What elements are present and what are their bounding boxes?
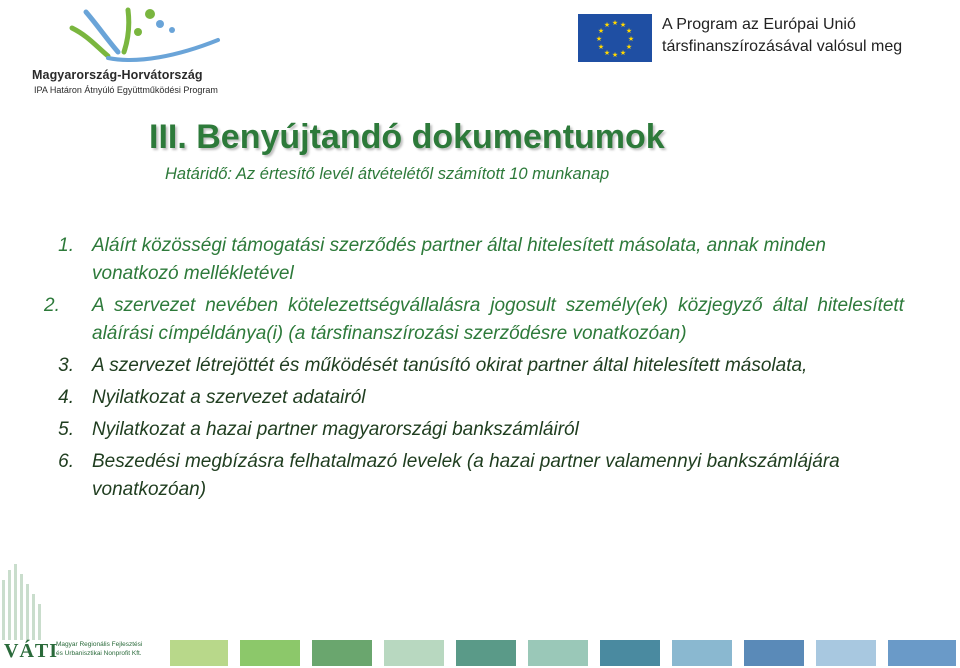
- list-item: [44, 384, 904, 412]
- list-item: [44, 352, 904, 380]
- vati-subtitle: [56, 640, 142, 658]
- vati-subtitle-line-1: Magyar Regionális Fejlesztési: [56, 641, 143, 648]
- decorative-stripes: [0, 560, 60, 640]
- list-item-number: 1.: [58, 235, 74, 256]
- program-logo: [28, 6, 228, 94]
- footer-color-block: [312, 640, 372, 666]
- eu-text-line-2: társfinanszírozásával valósul meg: [662, 38, 903, 55]
- program-name: IPA Határon Átnyúló Együttműködési Program: [34, 85, 218, 95]
- footer-color-block: [888, 640, 956, 666]
- footer-color-block: [816, 640, 876, 666]
- svg-text:★: ★: [603, 21, 611, 29]
- svg-text:★: ★: [619, 49, 627, 57]
- deadline-subtitle: Határidő: Az értesítő levél átvételétől számított 10 munkanap: [165, 165, 610, 183]
- bird-logo-icon: [68, 6, 228, 66]
- footer: [0, 636, 960, 668]
- footer-color-block: [170, 640, 228, 666]
- svg-text:★: ★: [619, 21, 627, 29]
- svg-text:★: ★: [611, 51, 619, 59]
- list-item-text: Nyilatkozat a szervezet adatairól: [92, 387, 366, 408]
- page-title: III. Benyújtandó dokumentumok: [149, 118, 665, 156]
- footer-color-block: [600, 640, 660, 666]
- list-item: [44, 292, 904, 348]
- eu-cofinancing-text: [662, 14, 902, 58]
- footer-color-block: [528, 640, 588, 666]
- list-item-text: Beszedési megbízásra felhatalmazó levelek (a hazai partner valamennyi bankszámlájára vonatkozóan): [92, 451, 840, 500]
- svg-text:★: ★: [625, 43, 633, 51]
- list-item: [44, 448, 904, 504]
- footer-color-block: [240, 640, 300, 666]
- footer-color-block: [384, 640, 444, 666]
- list-item-number: 6.: [58, 451, 74, 472]
- svg-text:★: ★: [611, 19, 619, 27]
- footer-color-block: [672, 640, 732, 666]
- svg-text:★: ★: [597, 27, 605, 35]
- program-org-name: Magyarország-Horvátország: [32, 68, 203, 82]
- list-item-number: 3.: [58, 355, 74, 376]
- svg-text:★: ★: [597, 43, 605, 51]
- footer-color-block: [744, 640, 804, 666]
- list-item-text: A szervezet létrejöttét és működését tanúsító okirat partner által hitelesített másolata,: [92, 355, 808, 376]
- list-item-text: A szervezet nevében kötelezettségvállalásra jogosult személy(ek) közjegyző által hitelesített aláírási címpéldánya(i) (a társfinanszírozási szerződésre vonatkozóan): [92, 295, 904, 344]
- list-item: [44, 416, 904, 444]
- list-item-number: 2.: [44, 295, 60, 316]
- list-item-number: 4.: [58, 387, 74, 408]
- list-item-text: Aláírt közösségi támogatási szerződés partner által hitelesített másolata, annak minden vonatkozó mellékletével: [92, 235, 826, 284]
- vati-subtitle-line-2: és Urbanisztikai Nonprofit Kft.: [56, 650, 142, 657]
- footer-color-block: [456, 640, 516, 666]
- eu-text-line-1: A Program az Európai Unió: [662, 16, 856, 33]
- svg-text:★: ★: [625, 27, 633, 35]
- svg-text:★: ★: [603, 49, 611, 57]
- list-item-text: Nyilatkozat a hazai partner magyarországi bankszámláiról: [92, 419, 579, 440]
- list-item: [44, 232, 904, 288]
- svg-text:★: ★: [595, 35, 603, 43]
- svg-text:★: ★: [627, 35, 635, 43]
- list-item-number: 5.: [58, 419, 74, 440]
- eu-flag-icon: [578, 14, 652, 62]
- vati-logo: VÁTI: [4, 640, 59, 662]
- document-list: [44, 232, 904, 508]
